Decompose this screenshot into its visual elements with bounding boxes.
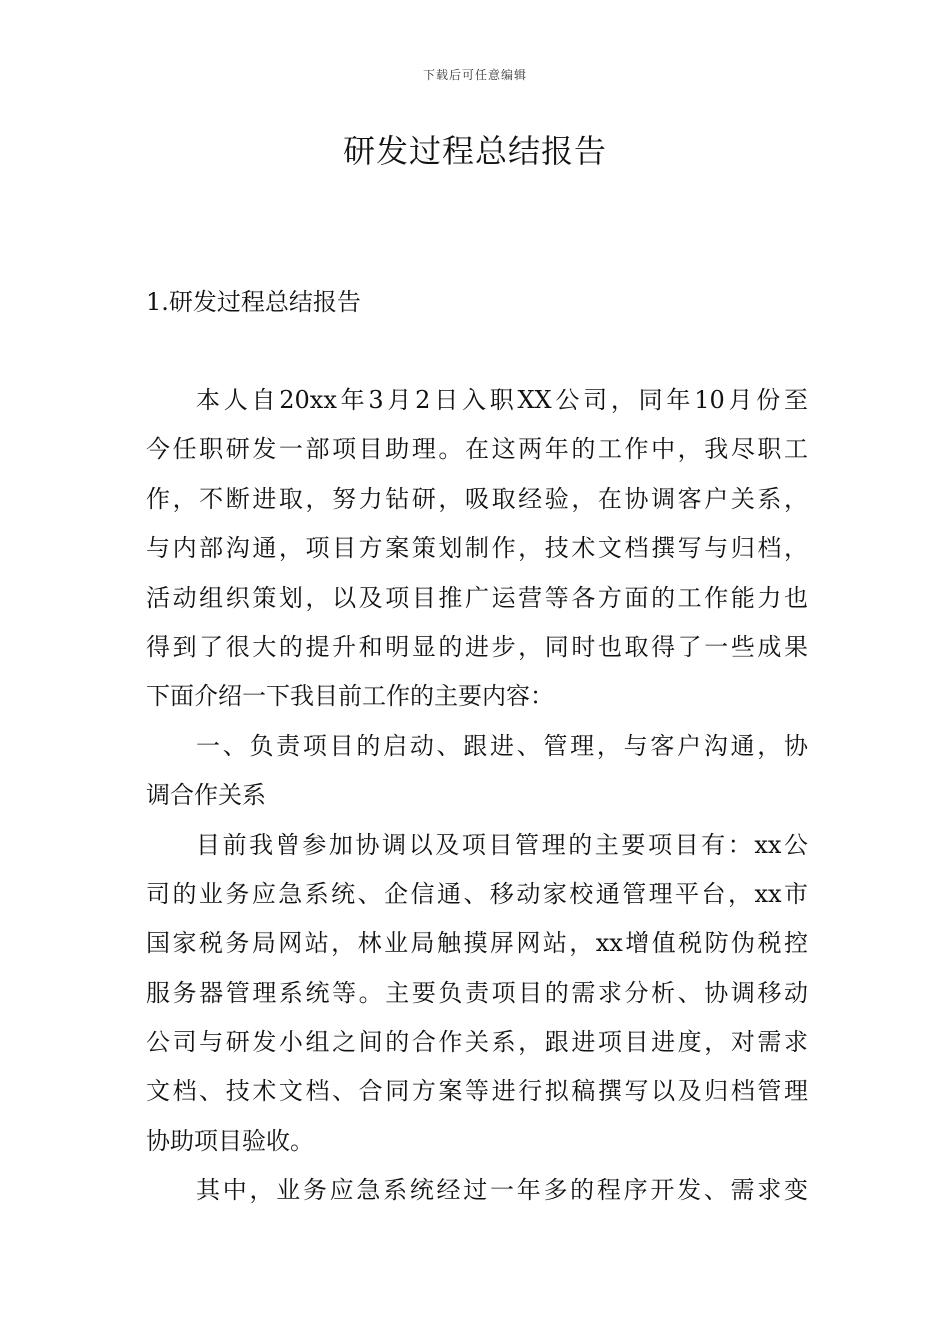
body-line: 得到了很大的提升和明显的进步，同时也取得了一些成果: [146, 632, 808, 661]
body-line: 本人自20xx年3月2日入职XX公司，同年10月份至: [196, 386, 808, 414]
body-line: 与内部沟通，项目方案策划制作，技术文档撰写与归档，: [146, 534, 808, 563]
document-title: 研发过程总结报告: [342, 132, 607, 170]
body-line: 其中，业务应急系统经过一年多的程序开发、需求变: [196, 1176, 808, 1205]
section-heading: 1.研发过程总结报告: [146, 288, 361, 316]
body-line: 服务器管理系统等。主要负责项目的需求分析、协调移动: [146, 978, 808, 1007]
body-line: 协助项目验收。: [146, 1126, 314, 1155]
body-line: 调合作关系: [146, 781, 266, 810]
body-line: 目前我曾参加协调以及项目管理的主要项目有：xx公: [196, 830, 808, 859]
body-line: 司的业务应急系统、企信通、移动家校通管理平台，xx市: [146, 879, 808, 908]
body-line: 活动组织策划，以及项目推广运营等各方面的工作能力也: [146, 583, 808, 612]
body-line: 作，不断进取，努力钻研，吸取经验，在协调客户关系，: [146, 484, 808, 513]
body-line: 今任职研发一部项目助理。在这两年的工作中，我尽职工: [146, 435, 808, 464]
header-note: 下载后可任意编辑: [422, 68, 527, 82]
body-line: 文档、技术文档、合同方案等进行拟稿撰写以及归档管理: [146, 1077, 808, 1106]
body-line: 国家税务局网站，林业局触摸屏网站，xx增值税防伪税控: [146, 929, 808, 958]
body-line: 下面介绍一下我目前工作的主要内容：: [146, 682, 554, 711]
body-line: 一、负责项目的启动、跟进、管理，与客户沟通，协: [196, 731, 808, 760]
body-line: 公司与研发小组之间的合作关系，跟进项目进度，对需求: [146, 1028, 808, 1057]
body-text: [146, 376, 808, 1216]
